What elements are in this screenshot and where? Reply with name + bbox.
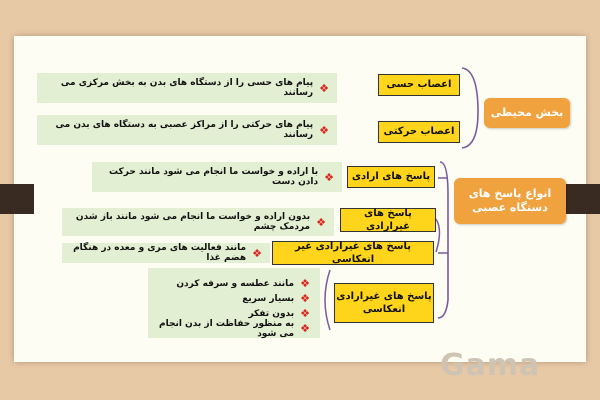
gama-logo: Gama <box>440 348 541 383</box>
star-icon: ❖ <box>319 123 329 137</box>
involuntary-desc <box>62 208 334 236</box>
list-item-text: بدون تفکر <box>248 308 295 319</box>
reflex-label: پاسخ های غیرارادی انعکاسی <box>334 283 434 323</box>
responses-section-title: انواع پاسخ های دستگاه عصبی <box>454 178 566 224</box>
list-item <box>148 318 310 339</box>
list-item-text: بسیار سریع <box>242 293 295 304</box>
list-item-text: به منظور حفاظت از بدن انجام می شود <box>158 318 295 339</box>
sensory-label: اعصاب حسی <box>378 74 460 96</box>
non-reflex-desc <box>62 243 270 263</box>
peripheral-section-title: بخش محیطی <box>484 98 570 128</box>
star-icon: ❖ <box>300 307 310 320</box>
list-item <box>148 291 310 306</box>
non-reflex-desc-text: مانند فعالیت های مری و معده در هنگام هضم غذا <box>73 243 247 263</box>
reflex-list <box>148 268 320 338</box>
list-item <box>148 276 310 291</box>
involuntary-desc-text: بدون اراده و خواست ما انجام می شود مانند باز شدن مردمک چشم <box>75 212 311 232</box>
star-icon: ❖ <box>252 246 262 260</box>
voluntary-label: پاسخ های ارادی <box>347 166 435 188</box>
voluntary-desc <box>92 162 342 192</box>
motor-desc <box>37 115 337 145</box>
star-icon: ❖ <box>300 277 310 290</box>
list-item-text: مانند عطسه و سرفه کردن <box>176 278 295 289</box>
star-icon: ❖ <box>300 292 310 305</box>
star-icon: ❖ <box>316 215 326 229</box>
involuntary-label: پاسخ های غیرارادی <box>340 208 436 232</box>
star-icon: ❖ <box>300 322 310 335</box>
sensory-desc <box>37 73 337 103</box>
motor-label: اعصاب حرکتی <box>378 121 460 143</box>
sensory-desc-text: پیام های حسی را از دستگاه های بدن به بخش مرکزی می رسانند <box>60 78 314 98</box>
non-reflex-label: پاسخ های غیرارادی غیر انعکاسی <box>272 241 434 265</box>
star-icon: ❖ <box>324 170 334 184</box>
motor-desc-text: پیام های حرکتی را از مراکز عصبی به دستگاه های بدن می رسانند <box>55 120 314 140</box>
star-icon: ❖ <box>319 81 329 95</box>
right-tab <box>566 184 600 214</box>
voluntary-desc-text: با اراده و خواست ما انجام می شود مانند حرکت دادن دست <box>108 167 319 187</box>
left-tab <box>0 184 34 214</box>
